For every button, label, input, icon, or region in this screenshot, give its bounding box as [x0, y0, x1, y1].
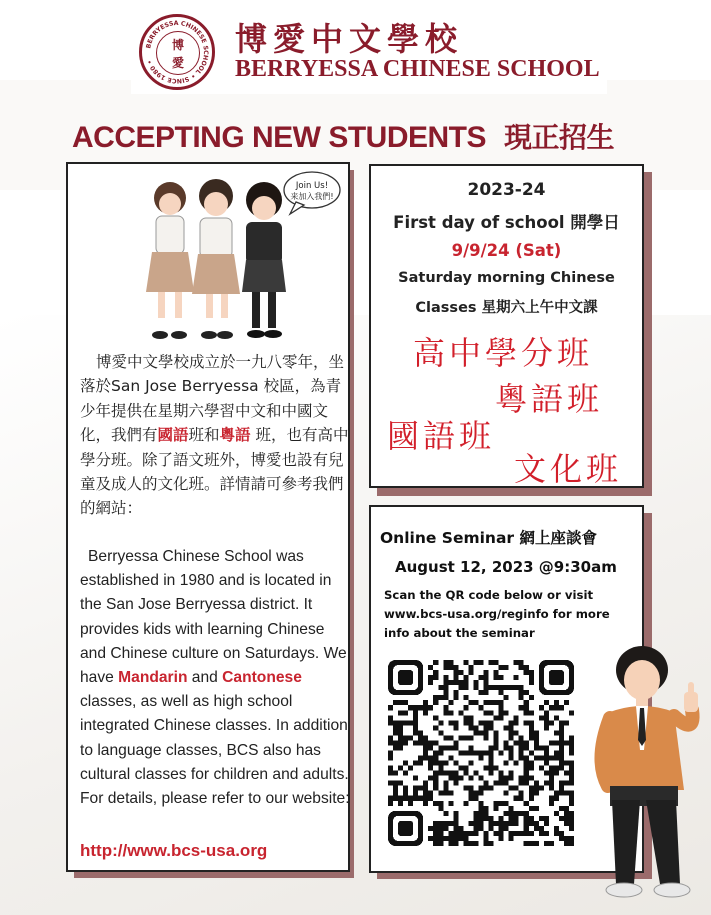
about-zh-part2: 班和	[188, 426, 220, 445]
about-en-part1: Berryessa Chinese School was established in 1980 and is located in the San Jose Berryessa district. It provides kids with learning Chinese and Chinese culture on Saturdays. We have	[80, 548, 347, 687]
schedule-card	[369, 164, 644, 488]
school-year: 2023-24	[467, 180, 546, 200]
class-mandarin: 國語班	[387, 417, 496, 455]
boy-thumbs-up-illustration	[580, 640, 711, 908]
logo-title-en: BERRYESSA CHINESE SCHOOL	[235, 56, 600, 82]
class-cantonese: 粵語班	[495, 380, 604, 418]
seminar-info-2[interactable]: www.bcs-usa.org/reginfo for more	[384, 607, 610, 621]
first-day-label: First day of school 開學日	[393, 213, 620, 232]
speech-bubble-zh: 来加入我們!	[290, 192, 334, 201]
about-en-cantonese: Cantonese	[222, 669, 302, 687]
svg-text:BERRYESSA CHINESE SCHOOL • SIN: BERRYESSA CHINESE SCHOOL • SINCE 1980 •	[145, 19, 210, 85]
about-card	[66, 162, 350, 872]
classes-line-2: Classes 星期六上午中文課	[415, 300, 598, 316]
classes-line-1: Saturday morning Chinese	[398, 270, 615, 286]
speech-bubble-en: Join Us!	[295, 181, 329, 191]
about-en-and: and	[187, 669, 223, 687]
headline-en: ACCEPTING NEW STUDENTS	[72, 121, 487, 154]
about-en-part2: classes, as well as high school integrated Chinese classes. In addition to language classes, BCS also has cultural classes for children and adults. For details, please refer to our website:	[80, 693, 350, 808]
school-seal	[139, 14, 215, 90]
website-link[interactable]: http://www.bcs-usa.org	[80, 841, 268, 860]
about-text-zh	[80, 350, 352, 521]
seminar-qr-code[interactable]	[388, 660, 574, 846]
about-zh-mandarin: 國語	[157, 426, 189, 445]
about-zh-part1: 博愛中文學校成立於一九八零年，坐落於San Jose Berryessa 校區，為青少年提供在星期六學習中文和中國文化，我們有	[80, 353, 345, 445]
logo-title-zh: 博愛中文學校	[235, 20, 464, 58]
headline	[72, 116, 614, 156]
seminar-title: Online Seminar 網上座談會	[380, 529, 597, 547]
seminar-info-1: Scan the QR code below or visit	[384, 588, 594, 602]
seminar-datetime: August 12, 2023 @9:30am	[395, 558, 617, 576]
about-zh-part3: 班，也有高中學分班。除了語文班外，博愛也設有兒童及成人的文化班。詳情請可參考我們的網站：	[80, 426, 349, 518]
school-logo	[131, 10, 607, 94]
about-zh-cantonese: 粵語	[219, 426, 251, 445]
first-day-date: 9/9/24 (Sat)	[451, 241, 562, 260]
seminar-info-3: info about the seminar	[384, 626, 535, 640]
headline-zh: 現正招生	[504, 121, 615, 154]
seal-center	[156, 31, 200, 75]
class-high-school: 高中學分班	[413, 334, 594, 372]
class-culture: 文化班	[514, 450, 623, 488]
seal-char-1: 博	[171, 38, 184, 52]
about-text-en	[80, 545, 352, 811]
seal-char-2: 愛	[171, 56, 184, 70]
students-illustration	[126, 168, 342, 346]
about-en-mandarin: Mandarin	[118, 669, 188, 687]
